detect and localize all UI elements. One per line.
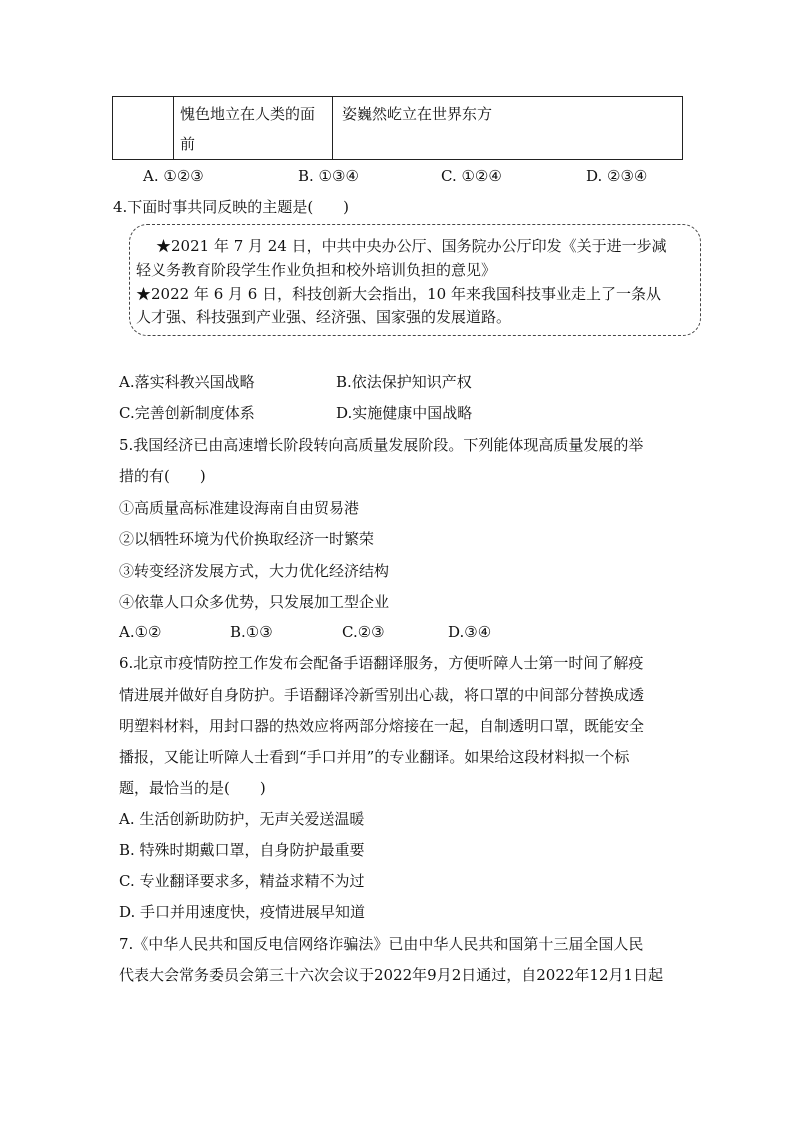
- q6-stem: 情进展并做好自身防护。手语翻译冷新雪别出心裁，将口罩的中间部分替换成透: [119, 686, 645, 704]
- q5-stem: 措的有( ): [119, 467, 206, 485]
- q5-option-b[interactable]: B.①③: [230, 623, 273, 641]
- q7-stem: 代表大会常务委员会第三十六次会议于2022年9月2日通过，自2022年12月1日起: [119, 966, 664, 984]
- q5-item: ②以牺牲环境为代价换取经济一时繁荣: [119, 530, 375, 548]
- table-cell-right: [333, 97, 682, 159]
- table-cell-empty: [113, 97, 174, 159]
- q6-option-c[interactable]: C. 专业翻译要求多，精益求精不为过: [119, 872, 365, 890]
- q6-stem: 明塑料材料，用封口器的热效应将两部分熔接在一起，自制透明口罩，既能安全: [119, 717, 645, 735]
- news-line: 轻义务教育阶段学生作业负担和校外培训负担的意见》: [136, 261, 497, 279]
- q7-stem: 7.《中华人民共和国反电信网络诈骗法》已由中华人民共和国第十三届全国人民: [119, 935, 644, 953]
- table-cell-middle: [174, 97, 333, 159]
- q4-news-box: [129, 224, 701, 336]
- news-line: 人才强、科技强到产业强、经济强、国家强的发展道路。: [136, 308, 512, 326]
- q6-stem: 6.北京市疫情防控工作发布会配备手语翻译服务，方便听障人士第一时间了解疫: [119, 654, 644, 672]
- q4-option-c[interactable]: C.完善创新制度体系: [119, 404, 255, 422]
- news-line: ★2021 年 7 月 24 日，中共中央办公厅、国务院办公厅印发《关于进一步减: [156, 237, 667, 255]
- table-cell-text: 愧色地立在人类的面: [180, 105, 316, 123]
- q3-option-d[interactable]: D. ②③④: [586, 167, 648, 185]
- news-line: ★2022 年 6 月 6 日，科技创新大会指出，10 年来我国科技事业走上了一条从: [136, 285, 661, 303]
- q6-option-a[interactable]: A. 生活创新助防护，无声关爱送温暖: [119, 810, 365, 828]
- q5-option-c[interactable]: C.②③: [342, 623, 385, 641]
- table-cell-text: 姿巍然屹立在世界东方: [342, 105, 493, 123]
- table-cell-text: 前: [180, 135, 196, 153]
- q5-option-d[interactable]: D.③④: [448, 623, 492, 641]
- q3-option-b[interactable]: B. ①③④: [298, 167, 359, 185]
- q5-item: ③转变经济发展方式，大力优化经济结构: [119, 562, 390, 580]
- q5-option-a[interactable]: A.①②: [119, 623, 162, 641]
- q4-option-b[interactable]: B.依法保护知识产权: [336, 373, 472, 391]
- q3-option-c[interactable]: C. ①②④: [441, 167, 502, 185]
- q4-option-a[interactable]: A.落实科教兴国战略: [119, 373, 255, 391]
- q4-stem: 4.下面时事共同反映的主题是( ): [113, 198, 350, 216]
- q6-stem: 播报，又能让听障人士看到“手口并用”的专业翻译。如果给这段材料拟一个标: [119, 748, 630, 766]
- q5-item: ④依靠人口众多优势，只发展加工型企业: [119, 593, 390, 611]
- q6-option-d[interactable]: D. 手口并用速度快，疫情进展早知道: [119, 903, 366, 921]
- q3-option-a[interactable]: A. ①②③: [143, 167, 204, 185]
- q4-option-d[interactable]: D.实施健康中国战略: [336, 404, 473, 422]
- answer-table-fragment: [112, 96, 683, 160]
- q6-option-b[interactable]: B. 特殊时期戴口罩，自身防护最重要: [119, 841, 365, 859]
- q5-item: ①高质量高标准建设海南自由贸易港: [119, 499, 360, 517]
- q5-stem: 5.我国经济已由高速增长阶段转向高质量发展阶段。下列能体现高质量发展的举: [119, 436, 644, 454]
- q6-stem: 题，最恰当的是( ): [119, 779, 266, 797]
